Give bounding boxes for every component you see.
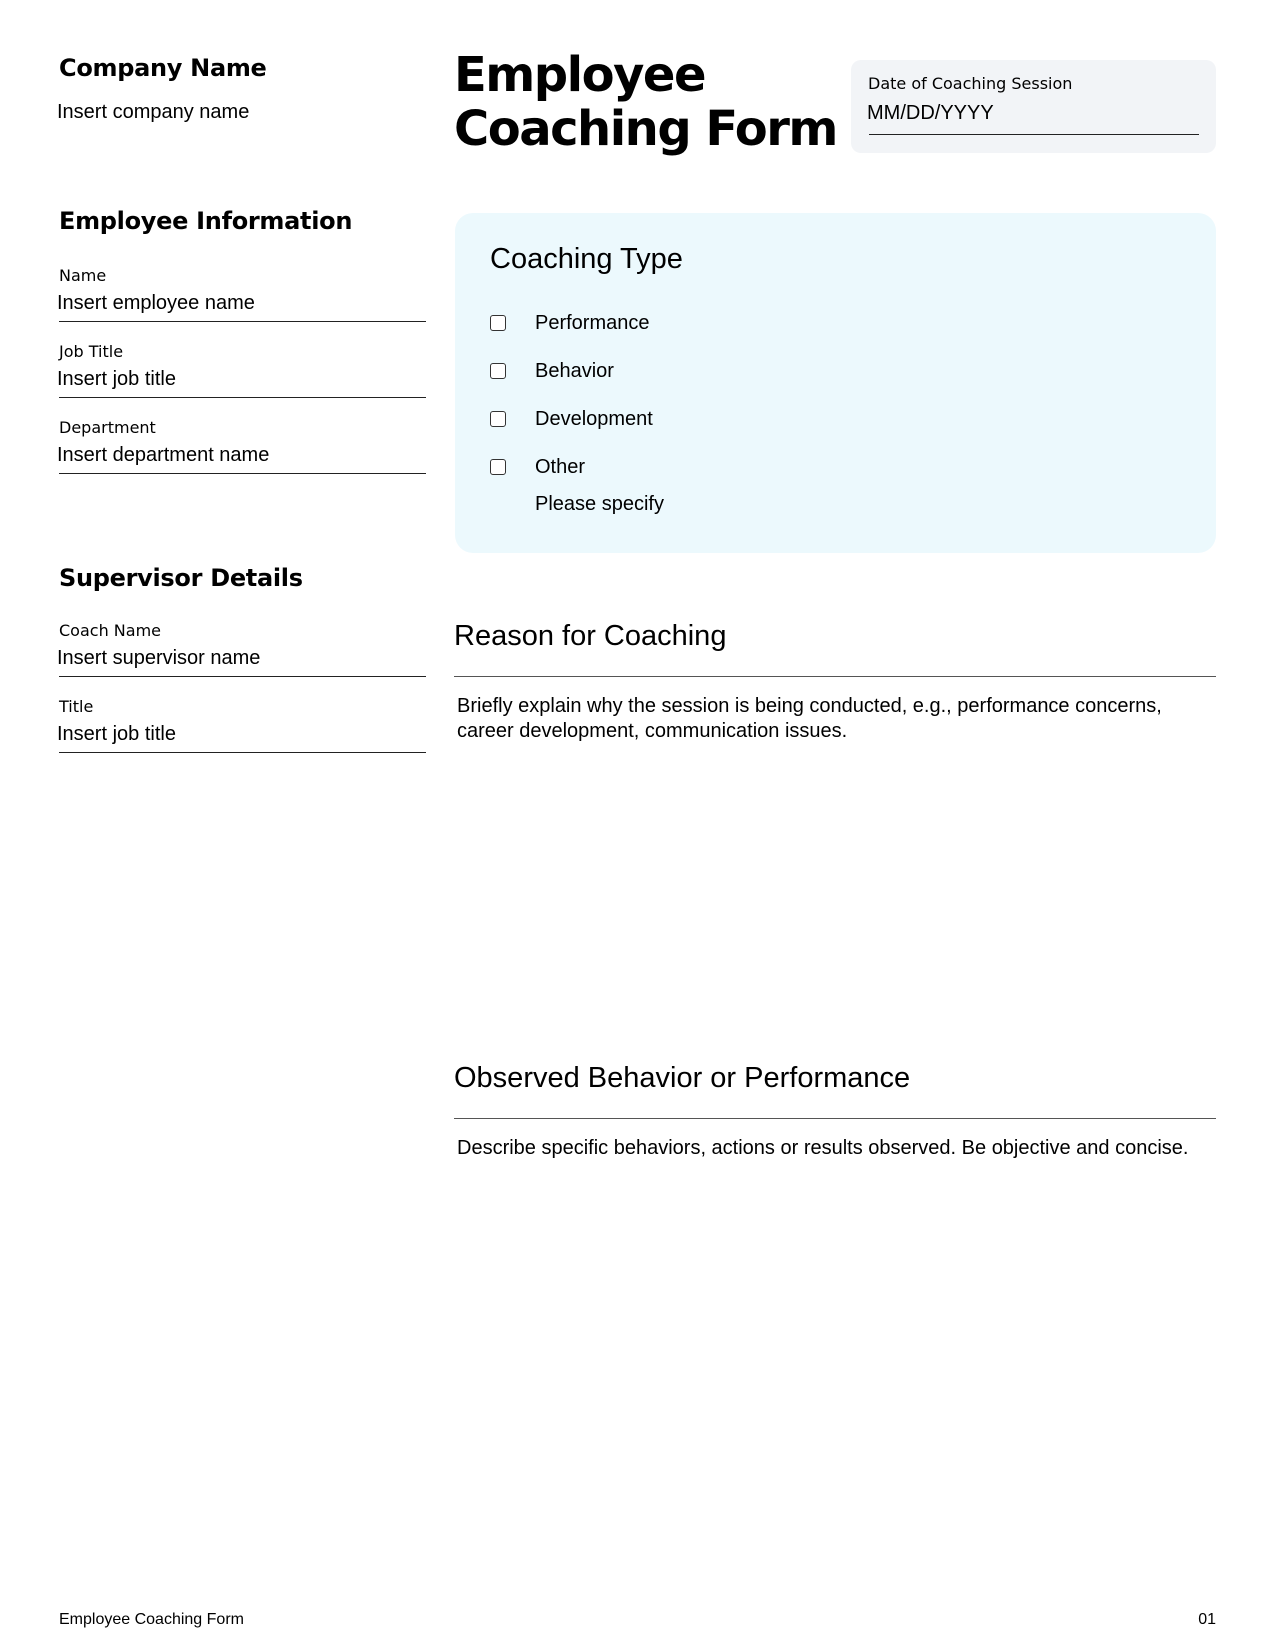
supervisor-title-field[interactable]: Insert job title [57, 723, 176, 745]
date-underline [869, 134, 1199, 135]
page-title [454, 48, 837, 156]
observed-behavior-heading: Observed Behavior or Performance [454, 1062, 911, 1094]
observed-divider [454, 1118, 1216, 1119]
employee-department-label: Department [59, 418, 156, 437]
observed-behavior-field[interactable]: Describe specific behaviors, actions or results observed. Be objective and concise. [457, 1137, 1189, 1159]
other-specify-field[interactable]: Please specify [535, 493, 664, 515]
employee-name-field[interactable]: Insert employee name [57, 292, 255, 314]
development-label: Development [535, 407, 653, 430]
coaching-type-option-development[interactable] [490, 408, 653, 430]
employee-name-label: Name [59, 266, 107, 285]
page-title-line-2: Coaching Form [454, 101, 837, 157]
coaching-type-option-performance[interactable] [490, 312, 650, 334]
supervisor-details-heading: Supervisor Details [59, 564, 303, 592]
performance-label: Performance [535, 311, 650, 334]
behavior-checkbox[interactable] [490, 363, 506, 379]
reason-for-coaching-heading: Reason for Coaching [454, 620, 727, 652]
employee-name-field-group [59, 266, 426, 322]
employee-job-title-field[interactable]: Insert job title [57, 368, 176, 390]
company-name-heading: Company Name [59, 54, 267, 82]
supervisor-title-field-group [59, 697, 426, 753]
reason-for-coaching-field[interactable]: Briefly explain why the session is being conducted, e.g., performance concerns, career development, communication issues. [457, 695, 1162, 742]
coach-name-field[interactable]: Insert supervisor name [57, 647, 261, 669]
coach-name-label: Coach Name [59, 621, 161, 640]
employee-department-field-group [59, 418, 426, 474]
date-of-coaching-label: Date of Coaching Session [868, 74, 1073, 93]
coach-name-field-group [59, 621, 426, 677]
employee-job-title-label: Job Title [59, 342, 124, 361]
coaching-type-option-other[interactable] [490, 456, 585, 478]
date-of-coaching-field[interactable]: MM/DD/YYYY [867, 102, 994, 124]
other-checkbox[interactable] [490, 459, 506, 475]
footer-page-number: 01 [1198, 1611, 1216, 1628]
company-name-field[interactable]: Insert company name [57, 101, 250, 123]
coaching-type-option-behavior[interactable] [490, 360, 614, 382]
coaching-type-panel [455, 213, 1216, 553]
reason-divider [454, 676, 1216, 677]
employee-department-field[interactable]: Insert department name [57, 444, 270, 466]
other-label: Other [535, 455, 586, 478]
page-title-line-1: Employee [454, 47, 705, 103]
footer-document-title: Employee Coaching Form [59, 1611, 244, 1628]
development-checkbox[interactable] [490, 411, 506, 427]
employee-job-title-field-group [59, 342, 426, 398]
behavior-label: Behavior [535, 359, 614, 382]
date-of-coaching-box [851, 60, 1216, 153]
supervisor-title-label: Title [59, 697, 94, 716]
performance-checkbox[interactable] [490, 315, 506, 331]
coaching-type-heading: Coaching Type [490, 243, 683, 275]
employee-information-heading: Employee Information [59, 207, 353, 235]
